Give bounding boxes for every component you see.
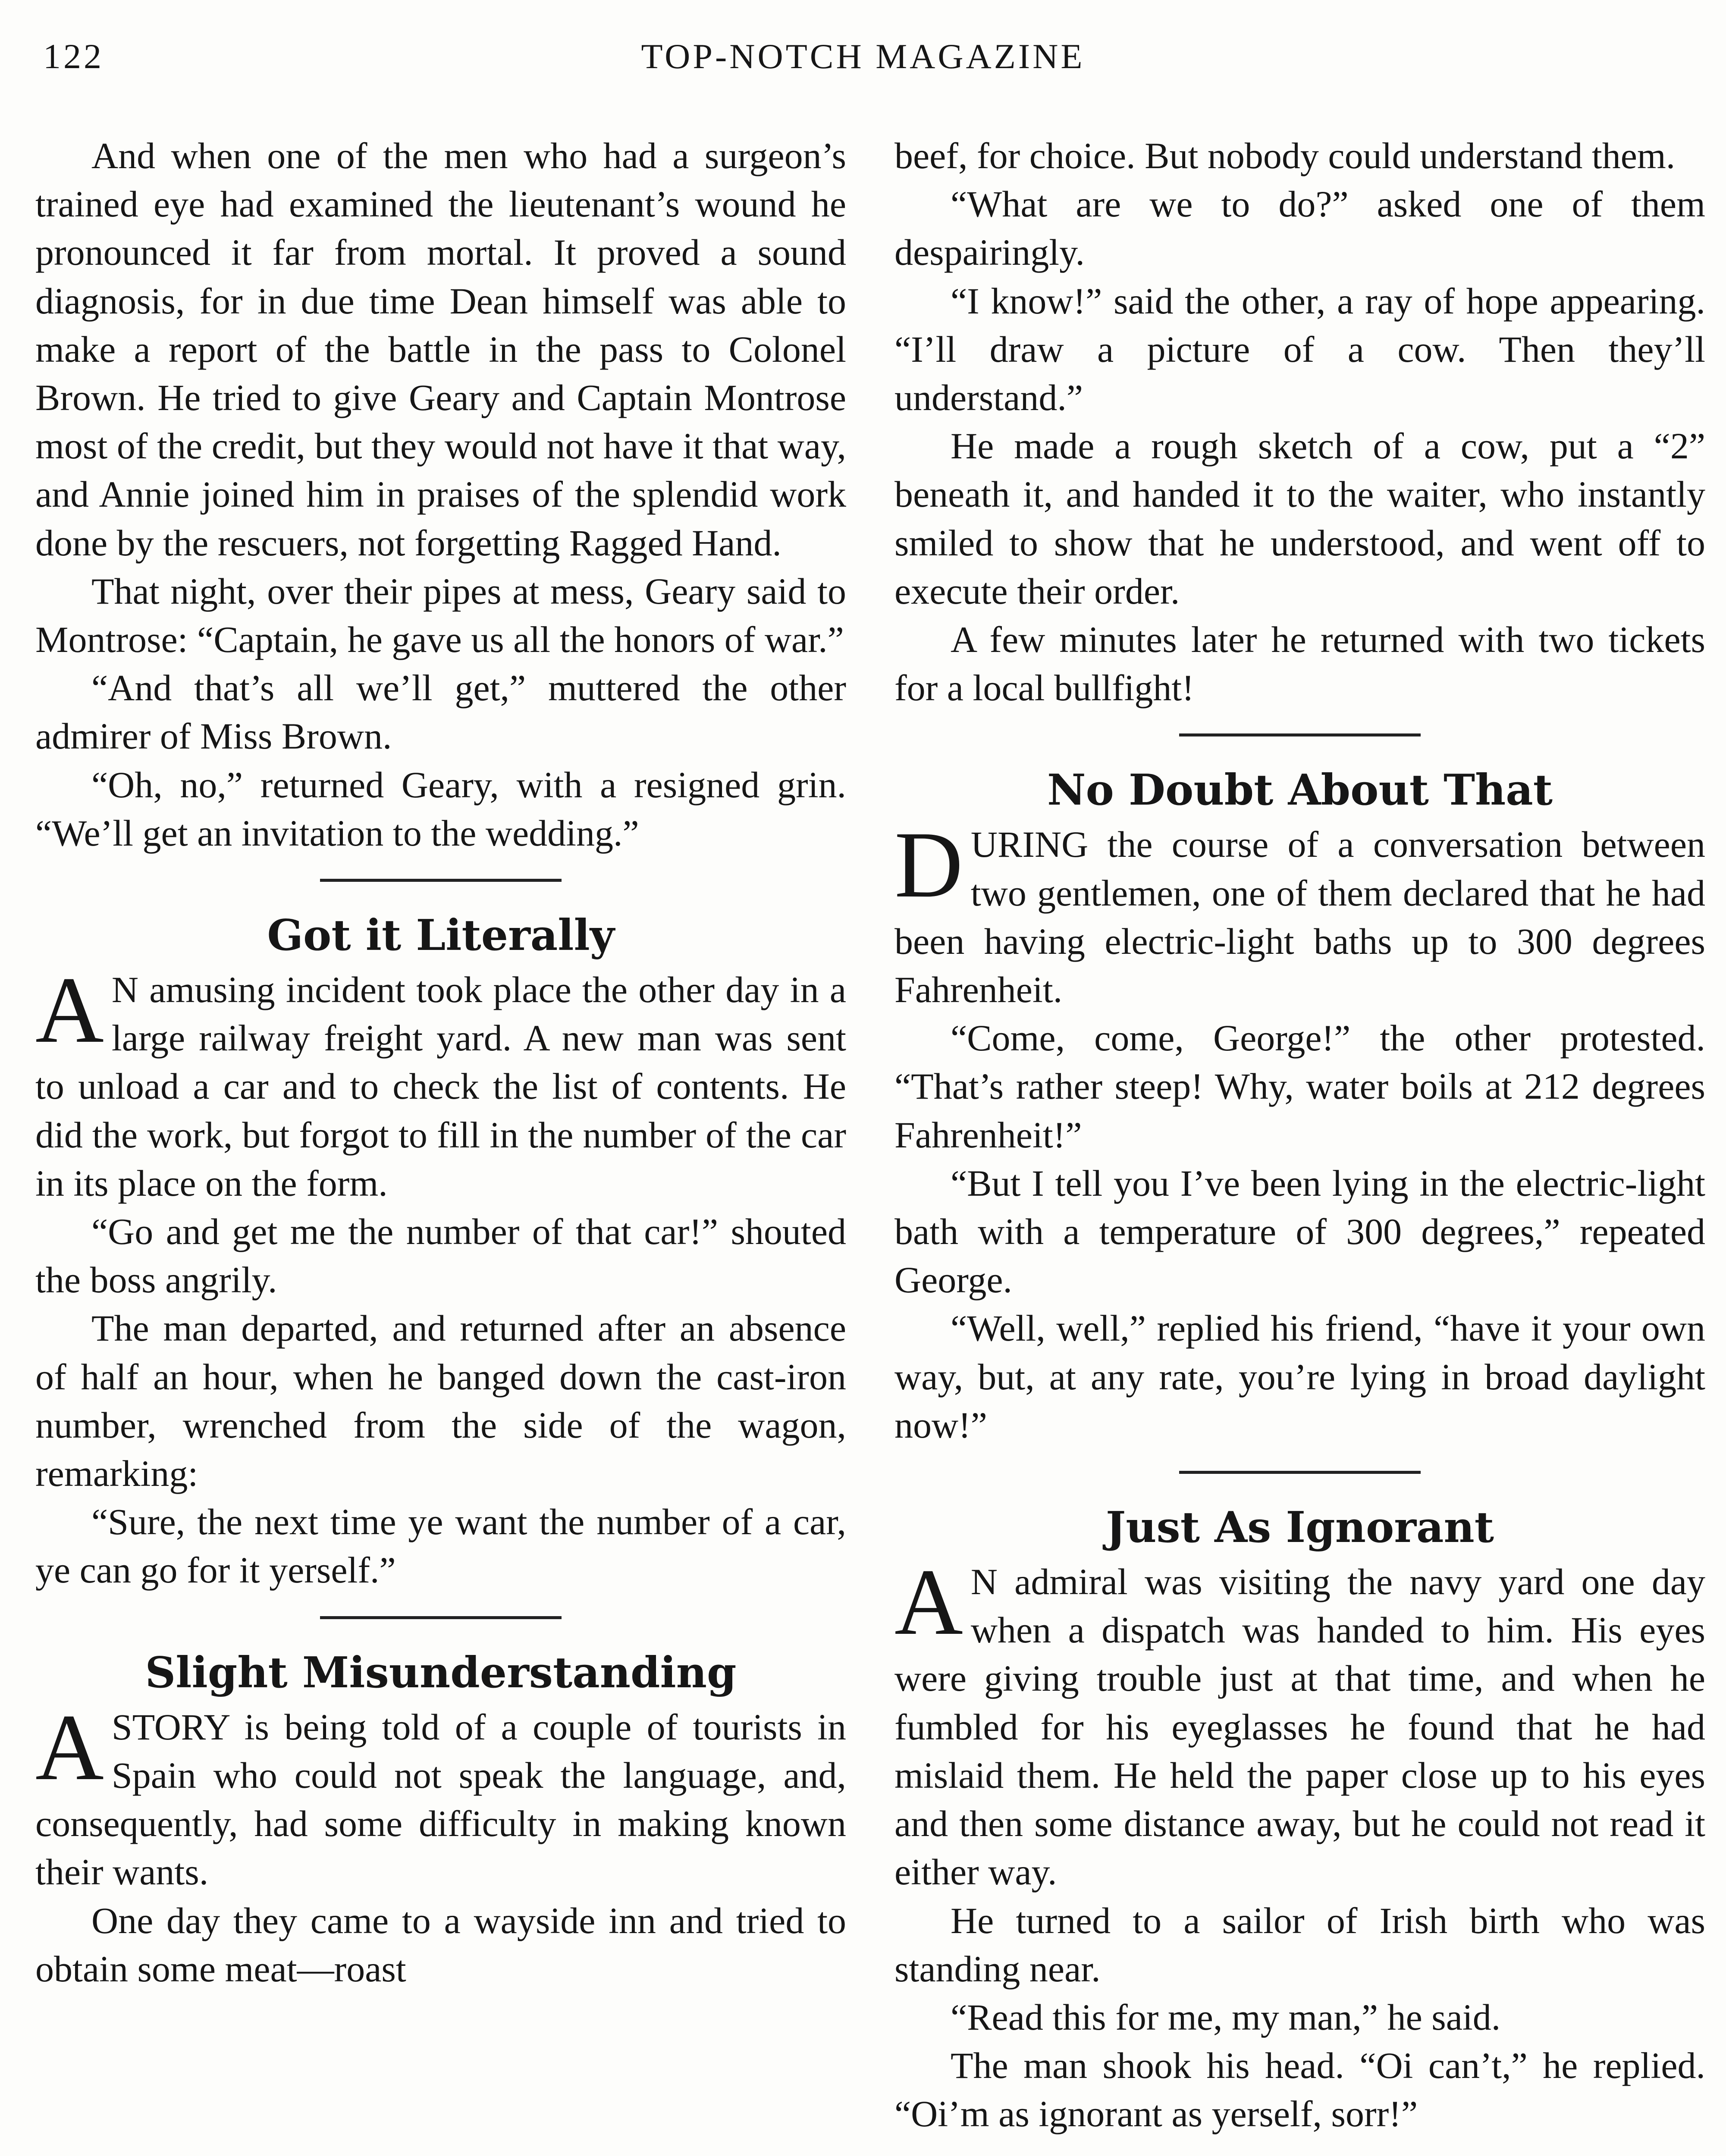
paragraph bbox=[35, 957, 846, 1207]
paragraph: “And that’s all we’ll get,” muttered the other admirer of Miss Brown. bbox=[35, 667, 846, 757]
drop-cap: A bbox=[35, 957, 104, 1063]
left-column bbox=[35, 132, 846, 1993]
paragraph: “What are we to do?” asked one of them despairingly. bbox=[894, 183, 1705, 273]
paragraph: “I know!” said the other, a ray of hope appearing. “I’ll draw a picture of a cow. Then they’ll understand.” bbox=[894, 280, 1705, 419]
paragraph: beef, for choice. But nobody could understand them. bbox=[894, 135, 1676, 176]
paragraph bbox=[894, 1549, 1705, 1896]
paragraph bbox=[894, 812, 1705, 1014]
page-number: 122 bbox=[43, 37, 104, 76]
drop-cap: A bbox=[35, 1694, 104, 1800]
section-divider bbox=[1179, 733, 1421, 736]
right-column bbox=[894, 132, 1705, 2138]
paragraph: The man departed, and returned after an absence of half an hour, when he banged down the cast-iron number, wrenched from the side of the wagon, remarking: bbox=[35, 1307, 846, 1495]
section-divider bbox=[1179, 1471, 1421, 1474]
paragraph-text: N admiral was visiting the navy yard one day when a dispatch was handed to him. His eyes were giving trouble just at that time, and when he fumbled for his eyeglasses he found that he had mislaid them. He held the paper close up to his eyes and then some distance away, but he could not read it either way. bbox=[894, 1561, 1705, 1893]
paragraph: “But I tell you I’ve been lying in the electric-light bath with a temperature of 300 degrees,” repeated George. bbox=[894, 1162, 1705, 1301]
paragraph: “Go and get me the number of that car!” shouted the boss angrily. bbox=[35, 1211, 846, 1301]
paragraph: “Sure, the next time ye want the number of a car, ye can go for it yerself.” bbox=[35, 1501, 846, 1591]
paragraph: The man shook his head. “Oi can’t,” he replied. “Oi’m as ignorant as yerself, sorr!” bbox=[894, 2045, 1705, 2135]
running-title: TOP-NOTCH MAGAZINE bbox=[641, 37, 1085, 76]
paragraph: He made a rough sketch of a cow, put a “2” beneath it, and handed it to the waiter, who instantly smiled to show that he understood, and went off to execute their order. bbox=[894, 425, 1705, 612]
section-title: Just As Ignorant bbox=[1105, 1503, 1494, 1553]
paragraph-text: N amusing incident took place the other day in a large railway freight yard. A new man was sent to unload a car and to check the list of contents. He did the work, but forgot to fill in the number of the car in its place on the form. bbox=[35, 969, 846, 1204]
paragraph bbox=[35, 1694, 846, 1896]
paragraph: “Well, well,” replied his friend, “have it your own way, but, at any rate, you’re lying in broad daylight now!” bbox=[894, 1307, 1705, 1446]
page-header bbox=[30, 36, 1696, 92]
paragraph: “Read this for me, my man,” he said. bbox=[951, 1996, 1501, 2038]
paragraph: One day they came to a wayside inn and tried to obtain some meat—roast bbox=[35, 1899, 846, 1990]
paragraph: “Oh, no,” returned Geary, with a resigned grin. “We’ll get an invitation to the wedding.” bbox=[35, 764, 846, 854]
section-divider bbox=[320, 1616, 562, 1619]
paragraph: And when one of the men who had a surgeon’s trained eye had examined the lieutenant’s wound he pronounced it far from mortal. It proved a sound diagnosis, for in due time Dean himself was able to make a report of the battle in the pass to Colonel Brown. He tried to give Geary and Captain Montrose most of the credit, but they would not have it that way, and Annie joined him in praises of the splendid work done by the rescuers, not forgetting Ragged Hand. bbox=[35, 135, 846, 564]
drop-cap: A bbox=[894, 1549, 963, 1655]
paragraph: He turned to a sailor of Irish birth who was standing near. bbox=[894, 1899, 1705, 1990]
section-title: Got it Literally bbox=[267, 911, 615, 961]
drop-cap: D bbox=[894, 812, 963, 918]
section-title: No Doubt About That bbox=[1047, 765, 1553, 815]
section-divider bbox=[320, 879, 562, 882]
paragraph: “Come, come, George!” the other protested. “That’s rather steep! Why, water boils at 212 degrees Fahrenheit!” bbox=[894, 1017, 1705, 1156]
paragraph-text: URING the course of a conversation between two gentlemen, one of them declared that he had been having electric-light baths up to 300 degrees Fahrenheit. bbox=[894, 824, 1705, 1011]
section-title: Slight Misunderstanding bbox=[145, 1648, 737, 1698]
paragraph: A few minutes later he returned with two tickets for a local bullfight! bbox=[894, 619, 1705, 709]
paragraph-text: STORY is being told of a couple of tourists in Spain who could not speak the language, and, consequently, had some difficulty in making known their wants. bbox=[35, 1706, 846, 1893]
paragraph: That night, over their pipes at mess, Geary said to Montrose: “Captain, he gave us all the honors of war.” bbox=[35, 570, 846, 661]
